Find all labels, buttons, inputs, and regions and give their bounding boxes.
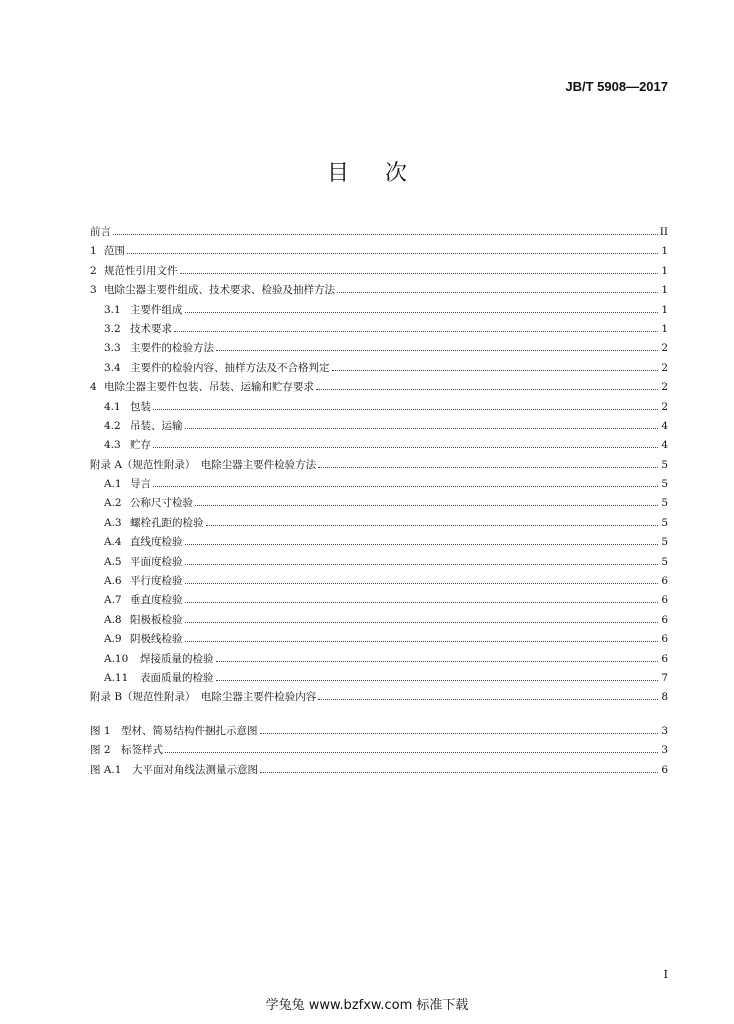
toc-entry-number: A.11 (104, 671, 129, 684)
toc-entry[interactable] (90, 222, 668, 241)
toc-entry-page: 7 (661, 671, 668, 684)
toc-entry[interactable] (90, 532, 668, 551)
dot-leader (216, 668, 659, 681)
dot-leader (206, 513, 659, 526)
toc-entry-number: 3.2 (104, 322, 121, 335)
toc-entry[interactable] (90, 435, 668, 454)
dot-leader (316, 377, 658, 390)
dot-leader (260, 721, 658, 734)
toc-entry[interactable] (90, 455, 668, 474)
toc-entry-number: A.6 (104, 575, 122, 588)
toc-entry[interactable] (90, 397, 668, 416)
dot-leader (318, 687, 658, 700)
toc-entry-number: 4.1 (104, 400, 121, 413)
toc-entry-page: 2 (661, 342, 668, 355)
toc-entry[interactable] (90, 493, 668, 512)
figure-entry[interactable] (90, 760, 668, 779)
toc-entry-number: 3.3 (104, 342, 121, 355)
toc-entry[interactable] (90, 338, 668, 357)
toc-entry-number: 4.3 (104, 439, 121, 452)
toc-entry-page: 5 (661, 478, 668, 491)
footer-watermark: 学兔兔 www.bzfxw.com 标准下载 (265, 998, 469, 1013)
dot-leader (153, 397, 658, 410)
toc-entry-label: 垂直度检验 (130, 594, 183, 607)
toc-entry-label: 技术要求 (130, 322, 172, 335)
toc-entry-label: 电除尘器主要件包装、吊装、运输和贮存要求 (104, 381, 314, 394)
toc-entry-number: 2 (90, 264, 97, 277)
dot-leader (185, 571, 659, 584)
toc-entry-number: A.3 (104, 516, 122, 529)
toc-entry-page: 5 (661, 497, 668, 510)
dot-leader (185, 300, 659, 313)
toc-entry-label: 阴极线检验 (130, 633, 183, 646)
toc-entry-label: 规范性引用文件 (104, 264, 178, 277)
dot-leader (195, 493, 658, 506)
dot-leader (185, 610, 659, 623)
dot-leader (332, 358, 659, 371)
toc-entry[interactable] (90, 319, 668, 338)
toc-entry-label: 范围 (104, 245, 125, 258)
toc-entry-page: 5 (661, 555, 668, 568)
toc-entry-page: 6 (661, 763, 668, 776)
toc-entry[interactable] (90, 668, 668, 687)
toc-entry-page: 1 (661, 264, 668, 277)
toc-entry[interactable] (90, 687, 668, 706)
toc-entry[interactable] (90, 552, 668, 571)
figure-entry[interactable] (90, 740, 668, 759)
dot-leader (216, 338, 658, 351)
toc-entry[interactable] (90, 358, 668, 377)
toc-entry-page: 6 (661, 633, 668, 646)
toc-entry-label: 吊装、运输 (130, 419, 183, 432)
toc-entry-label: 附录 B（规范性附录） 电除尘器主要件检验内容 (90, 691, 317, 704)
dot-leader (153, 435, 658, 448)
standard-number: JB/T 5908—2017 (565, 79, 668, 94)
toc-entry-label: 贮存 (130, 439, 151, 452)
dot-leader (174, 319, 658, 332)
section-gap (90, 707, 668, 721)
toc-entry-page: 3 (661, 744, 668, 757)
toc-entry-number: 3.1 (104, 303, 121, 316)
dot-leader (153, 474, 658, 487)
toc-entry-label: 图 A.1 大平面对角线法测量示意图 (90, 763, 258, 776)
toc-entry-label: 平面度检验 (130, 555, 183, 568)
toc-entry-page: II (659, 226, 668, 238)
toc-entry-number: A.5 (104, 555, 122, 568)
dot-leader (318, 455, 658, 468)
toc-entry-page: 4 (661, 419, 668, 432)
toc-entry-page: 8 (661, 691, 668, 704)
dot-leader (216, 649, 659, 662)
toc-entry-label: 螺栓孔距的检验 (130, 516, 204, 529)
dot-leader (337, 280, 658, 293)
toc-entry-number: 3 (90, 284, 97, 297)
toc-entry-label: 公称尺寸检验 (130, 497, 193, 510)
toc-entry-page: 4 (661, 439, 668, 452)
toc-entry-page: 6 (661, 613, 668, 626)
toc-entry-label: 图 1 型材、简易结构件捆扎示意图 (90, 724, 258, 737)
toc-entry-label: 主要件的检验内容、抽样方法及不合格判定 (130, 361, 330, 374)
toc-entry-page: 6 (661, 575, 668, 588)
toc-entry-page: 6 (661, 652, 668, 665)
toc-entry[interactable] (90, 590, 668, 609)
toc-entry[interactable] (90, 629, 668, 648)
dot-leader (185, 416, 659, 429)
toc-entry-page: 2 (661, 381, 668, 394)
toc-entry-page: 6 (661, 594, 668, 607)
page-title: 目次 (326, 161, 443, 186)
toc-entry-page: 5 (661, 516, 668, 529)
toc-entry-page: 3 (661, 724, 668, 737)
dot-leader (113, 222, 658, 235)
toc-entry[interactable] (90, 280, 668, 299)
toc-entry-label: 焊接质量的检验 (140, 652, 214, 665)
toc-entry[interactable] (90, 416, 668, 435)
toc-entry[interactable] (90, 610, 668, 629)
dot-leader (127, 241, 658, 254)
toc-entry-label: 包装 (130, 400, 151, 413)
toc-entry-page: 1 (661, 303, 668, 316)
toc-entry-number: A.1 (104, 478, 122, 491)
toc-entry[interactable] (90, 649, 668, 668)
toc-entry-label: 导言 (130, 478, 151, 491)
dot-leader (165, 740, 658, 753)
toc-entry-number: A.7 (104, 594, 122, 607)
toc-entry-number: A.9 (104, 633, 122, 646)
toc-entry-number: A.10 (104, 652, 129, 665)
toc-entry-number: A.2 (104, 497, 122, 510)
toc-entry-page: 5 (661, 536, 668, 549)
toc-entry[interactable] (90, 571, 668, 590)
toc-entry[interactable] (90, 377, 668, 396)
toc-entry-label: 前言 (90, 226, 111, 238)
toc-entry-label: 直线度检验 (130, 536, 183, 549)
toc-entry-number: 4.2 (104, 419, 121, 432)
toc-entry-label: 电除尘器主要件组成、技术要求、检验及抽样方法 (104, 284, 335, 297)
toc-entry-label: 阳极板检验 (130, 613, 183, 626)
toc-entry[interactable] (90, 300, 668, 319)
toc-entry-number: 3.4 (104, 361, 121, 374)
page-number: I (663, 968, 668, 981)
dot-leader (185, 552, 659, 565)
toc-entry-label: 平行度检验 (130, 575, 183, 588)
toc-entry[interactable] (90, 513, 668, 532)
toc-entry[interactable] (90, 241, 668, 260)
toc-entry-number: A.4 (104, 536, 122, 549)
dot-leader (185, 532, 659, 545)
dot-leader (185, 590, 659, 603)
toc-entry-page: 1 (661, 322, 668, 335)
toc-entry-page: 2 (661, 361, 668, 374)
toc-entry-label: 主要件组成 (130, 303, 183, 316)
toc-entry-label: 主要件的检验方法 (130, 342, 214, 355)
toc-entry[interactable] (90, 261, 668, 280)
figure-entry[interactable] (90, 721, 668, 740)
table-of-contents (90, 222, 668, 779)
toc-entry-label: 表面质量的检验 (140, 671, 214, 684)
toc-entry-number: A.8 (104, 613, 122, 626)
toc-entry-page: 5 (661, 458, 668, 471)
dot-leader (180, 261, 659, 274)
toc-entry[interactable] (90, 474, 668, 493)
toc-entry-page: 1 (661, 284, 668, 297)
toc-entry-label: 图 2 标签样式 (90, 744, 164, 757)
toc-entry-number: 4 (90, 381, 97, 394)
toc-entry-page: 1 (661, 245, 668, 258)
dot-leader (260, 760, 658, 773)
toc-entry-label: 附录 A（规范性附录） 电除尘器主要件检验方法 (90, 458, 317, 471)
dot-leader (185, 629, 659, 642)
toc-entry-page: 2 (661, 400, 668, 413)
toc-entry-number: 1 (90, 245, 97, 258)
